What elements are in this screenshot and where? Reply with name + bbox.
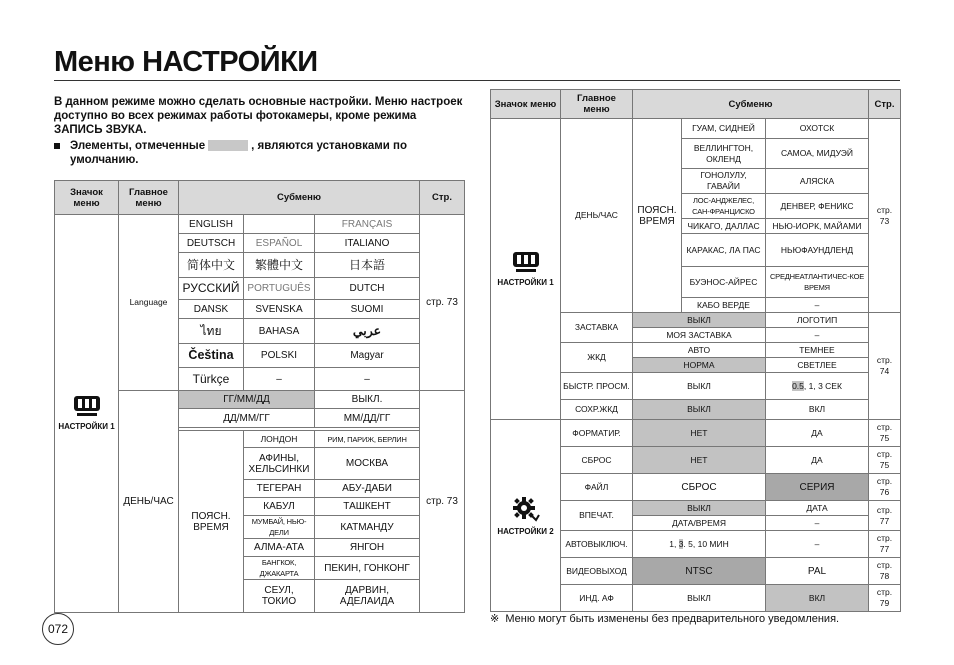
imprint-cell: – xyxy=(766,516,869,531)
settings2-gear-icon xyxy=(512,494,540,522)
footnote xyxy=(490,612,839,625)
screensaver-label: ЗАСТАВКА xyxy=(561,313,633,343)
lang-cell: Čeština xyxy=(179,344,244,368)
settings-table-left xyxy=(54,180,465,613)
screensaver-cell: – xyxy=(766,328,869,343)
zone-cell: НЬЮФАУНДЛЕНД xyxy=(766,234,869,267)
imprint-page: стр. 77 xyxy=(869,501,901,531)
zone-cell: СЕУЛ, ТОКИО xyxy=(244,580,315,613)
quickview-values xyxy=(766,373,869,400)
lcd-cell: СВЕТЛЕЕ xyxy=(766,358,869,373)
zone-cell: ГОНОЛУЛУ, ГАВАЙИ xyxy=(682,169,766,194)
footnote-text: Меню могут быть изменены без предварительного уведомления. xyxy=(505,613,840,625)
zone-cell: АБУ-ДАБИ xyxy=(315,480,420,498)
lcd-label: ЖКД xyxy=(561,343,633,373)
lang-cell: ENGLISH xyxy=(179,215,244,234)
imprint-label: ВПЕЧАТ. xyxy=(561,501,633,531)
zone-cell: ДЕНВЕР, ФЕНИКС xyxy=(766,194,869,219)
lang-cell: 繁體中文 xyxy=(244,253,315,278)
lang-cell: ไทย xyxy=(179,319,244,344)
zone-cell: РИМ, ПАРИЖ, БЕРЛИН xyxy=(315,431,420,448)
zone-label: ПОЯСН. ВРЕМЯ xyxy=(633,119,682,313)
video-page: стр. 78 xyxy=(869,558,901,585)
settings1-icon-cell xyxy=(491,119,561,420)
settings1-label: НАСТРОЙКИ 1 xyxy=(58,422,115,431)
file-cell: СЕРИЯ xyxy=(766,474,869,501)
file-label: ФАЙЛ xyxy=(561,474,633,501)
reset-label: СБРОС xyxy=(561,447,633,474)
af-lamp-page: стр. 79 xyxy=(869,585,901,612)
format-cell: НЕТ xyxy=(633,420,766,447)
imprint-cell: ДАТА/ВРЕМЯ xyxy=(633,516,766,531)
zone-cell: МОСКВА xyxy=(315,448,420,480)
lang-cell: عربي xyxy=(315,319,420,344)
lang-cell: РУССКИЙ xyxy=(179,278,244,300)
language-label: Language xyxy=(119,215,179,391)
intro-text: В данном режиме можно сделать основные настройки. Меню настроек доступно во всех режимах работы фотокамеры, кроме режима ЗАПИСЬ ЗВУКА. xyxy=(54,96,463,136)
zone-cell: ТАШКЕНТ xyxy=(315,498,420,516)
zone-cell: ЛОС-АНДЖЕЛЕС, САН-ФРАНЦИСКО xyxy=(682,194,766,219)
lang-cell: POLSKI xyxy=(244,344,315,368)
lang-cell: FRANÇAIS xyxy=(315,215,420,234)
zone-cell: ДАРВИН, АДЕЛАИДА xyxy=(315,580,420,613)
autooff-page: стр. 77 xyxy=(869,531,901,558)
lang-cell: BAHASA xyxy=(244,319,315,344)
bullet-square-icon xyxy=(54,143,60,149)
default-swatch xyxy=(208,140,248,151)
zone-cell: ЯНГОН xyxy=(315,539,420,557)
settings2-label: НАСТРОЙКИ 2 xyxy=(497,527,554,536)
date-format-cell: ММ/ДД/ГГ xyxy=(315,409,420,428)
lcd-cell: АВТО xyxy=(633,343,766,358)
screensaver-cell: ЛОГОТИП xyxy=(766,313,869,328)
autooff-cell: – xyxy=(766,531,869,558)
header-page: Стр. xyxy=(420,181,465,215)
settings1-label: НАСТРОЙКИ 1 xyxy=(497,277,554,287)
zone-cell: ЧИКАГО, ДАЛЛАС xyxy=(682,219,766,234)
zone-cell: АФИНЫ, ХЕЛЬСИНКИ xyxy=(244,448,315,480)
zone-cell: БАНГКОК, ДЖАКАРТА xyxy=(244,557,315,580)
lcd-page: стр. 74 xyxy=(869,313,901,420)
header-main: Главное меню xyxy=(561,90,633,119)
lang-cell: DANSK xyxy=(179,300,244,319)
format-label: ФОРМАТИР. xyxy=(561,420,633,447)
zone-cell: КАБО ВЕРДЕ xyxy=(682,298,766,313)
date-label: ДЕНЬ/ЧАС xyxy=(119,391,179,613)
zone-cell: ПЕКИН, ГОНКОНГ xyxy=(315,557,420,580)
header-icon: Значок меню xyxy=(55,181,119,215)
settings1-icon xyxy=(512,251,540,273)
save-orig-cell: ВКЛ xyxy=(766,400,869,420)
date-page: стр. 73 xyxy=(869,119,901,313)
autooff-post: . 5, 10 МИН xyxy=(683,538,729,549)
date-format-cell: ДД/ММ/ГГ xyxy=(179,409,315,428)
save-orig-cell: ВЫКЛ xyxy=(633,400,766,420)
zone-cell: НЬЮ-ИОРК, МАЙАМИ xyxy=(766,219,869,234)
zone-cell: МУМБАЙ, НЬЮ-ДЕЛИ xyxy=(244,516,315,539)
reset-cell: НЕТ xyxy=(633,447,766,474)
page-number: 072 xyxy=(42,613,74,645)
lcd-cell: НОРМА xyxy=(633,358,766,373)
default-note-start: Элементы, отмеченные xyxy=(70,140,206,152)
imprint-cell: ВЫКЛ xyxy=(633,501,766,516)
lcd-cell: ТЕМНЕЕ xyxy=(766,343,869,358)
footnote-mark: ※ xyxy=(490,613,500,625)
page-title: Меню НАСТРОЙКИ xyxy=(54,46,318,78)
zone-label: ПОЯСН. ВРЕМЯ xyxy=(179,431,244,613)
screensaver-cell: МОЯ ЗАСТАВКА xyxy=(633,328,766,343)
quickview-rest: , 1, 3 СЕК xyxy=(803,380,842,391)
af-lamp-cell: ВКЛ xyxy=(766,585,869,612)
zone-cell: – xyxy=(766,298,869,313)
header-sub: Субменю xyxy=(633,90,869,119)
quickview-default: 0.5 xyxy=(792,380,804,391)
video-cell: NTSC xyxy=(633,558,766,585)
lang-cell: ESPAÑOL xyxy=(244,234,315,253)
autooff-default: 3 xyxy=(678,538,684,549)
zone-cell: АЛЯСКА xyxy=(766,169,869,194)
video-label: ВИДЕОВЫХОД xyxy=(561,558,633,585)
settings2-icon-cell xyxy=(491,420,561,612)
reset-cell: ДА xyxy=(766,447,869,474)
date-page: стр. 73 xyxy=(420,391,465,613)
zone-cell: ГУАМ, СИДНЕЙ xyxy=(682,119,766,139)
imprint-cell: ДАТА xyxy=(766,501,869,516)
video-cell: PAL xyxy=(766,558,869,585)
header-main: Главное меню xyxy=(119,181,179,215)
lang-cell: Türkçe xyxy=(179,368,244,391)
autooff-values xyxy=(633,531,766,558)
zone-cell: ТЕГЕРАН xyxy=(244,480,315,498)
zone-cell: БУЭНОС-АЙРЕС xyxy=(682,267,766,298)
settings1-icon-cell xyxy=(55,215,119,613)
zone-cell: КАРАКАС, ЛА ПАС xyxy=(682,234,766,267)
date-format-cell: ВЫКЛ. xyxy=(315,391,420,409)
language-page: стр. 73 xyxy=(420,215,465,391)
header-icon: Значок меню xyxy=(491,90,561,119)
default-note xyxy=(54,139,466,167)
lang-cell: 简体中文 xyxy=(179,253,244,278)
lang-cell: – xyxy=(244,368,315,391)
reset-page: стр. 75 xyxy=(869,447,901,474)
lang-cell: DUTCH xyxy=(315,278,420,300)
save-orig-label: СОХР.ЖКД xyxy=(561,400,633,420)
header-page: Стр. xyxy=(869,90,901,119)
lang-cell xyxy=(244,215,315,234)
lang-cell: ITALIANO xyxy=(315,234,420,253)
format-page: стр. 75 xyxy=(869,420,901,447)
zone-cell: ОХОТСК xyxy=(766,119,869,139)
format-cell: ДА xyxy=(766,420,869,447)
zone-cell: САМОА, МИДУЭЙ xyxy=(766,139,869,169)
af-lamp-cell: ВЫКЛ xyxy=(633,585,766,612)
zone-cell: КАБУЛ xyxy=(244,498,315,516)
autooff-label: АВТОВЫКЛЮЧ. xyxy=(561,531,633,558)
af-lamp-label: ИНД. АФ xyxy=(561,585,633,612)
lang-cell: Magyar xyxy=(315,344,420,368)
settings1-icon xyxy=(73,395,101,417)
lang-cell: DEUTSCH xyxy=(179,234,244,253)
file-cell: СБРОС xyxy=(633,474,766,501)
date-label: ДЕНЬ/ЧАС xyxy=(561,119,633,313)
lang-cell: 日本語 xyxy=(315,253,420,278)
autooff-pre: 1, xyxy=(669,538,679,549)
lang-cell: – xyxy=(315,368,420,391)
quickview-cell: ВЫКЛ xyxy=(633,373,766,400)
header-sub: Субменю xyxy=(179,181,420,215)
zone-cell: КАТМАНДУ xyxy=(315,516,420,539)
screensaver-cell: ВЫКЛ xyxy=(633,313,766,328)
zone-cell: ВЕЛЛИНГТОН, ОКЛЕНД xyxy=(682,139,766,169)
title-rule xyxy=(54,80,900,81)
file-page: стр. 76 xyxy=(869,474,901,501)
zone-cell: АЛМА-АТА xyxy=(244,539,315,557)
default-note-end: , являются установками по умолчанию. xyxy=(70,140,407,166)
lang-cell: PORTUGUÊS xyxy=(244,278,315,300)
settings-table-right xyxy=(490,89,901,612)
lang-cell: SVENSKA xyxy=(244,300,315,319)
zone-cell: ЛОНДОН xyxy=(244,431,315,448)
zone-cell: СРЕДНЕАТЛАНТИЧЕС-КОЕ ВРЕМЯ xyxy=(766,267,869,298)
quickview-label: БЫСТР. ПРОСМ. xyxy=(561,373,633,400)
date-format-cell: ГГ/ММ/ДД xyxy=(179,391,315,409)
lang-cell: SUOMI xyxy=(315,300,420,319)
